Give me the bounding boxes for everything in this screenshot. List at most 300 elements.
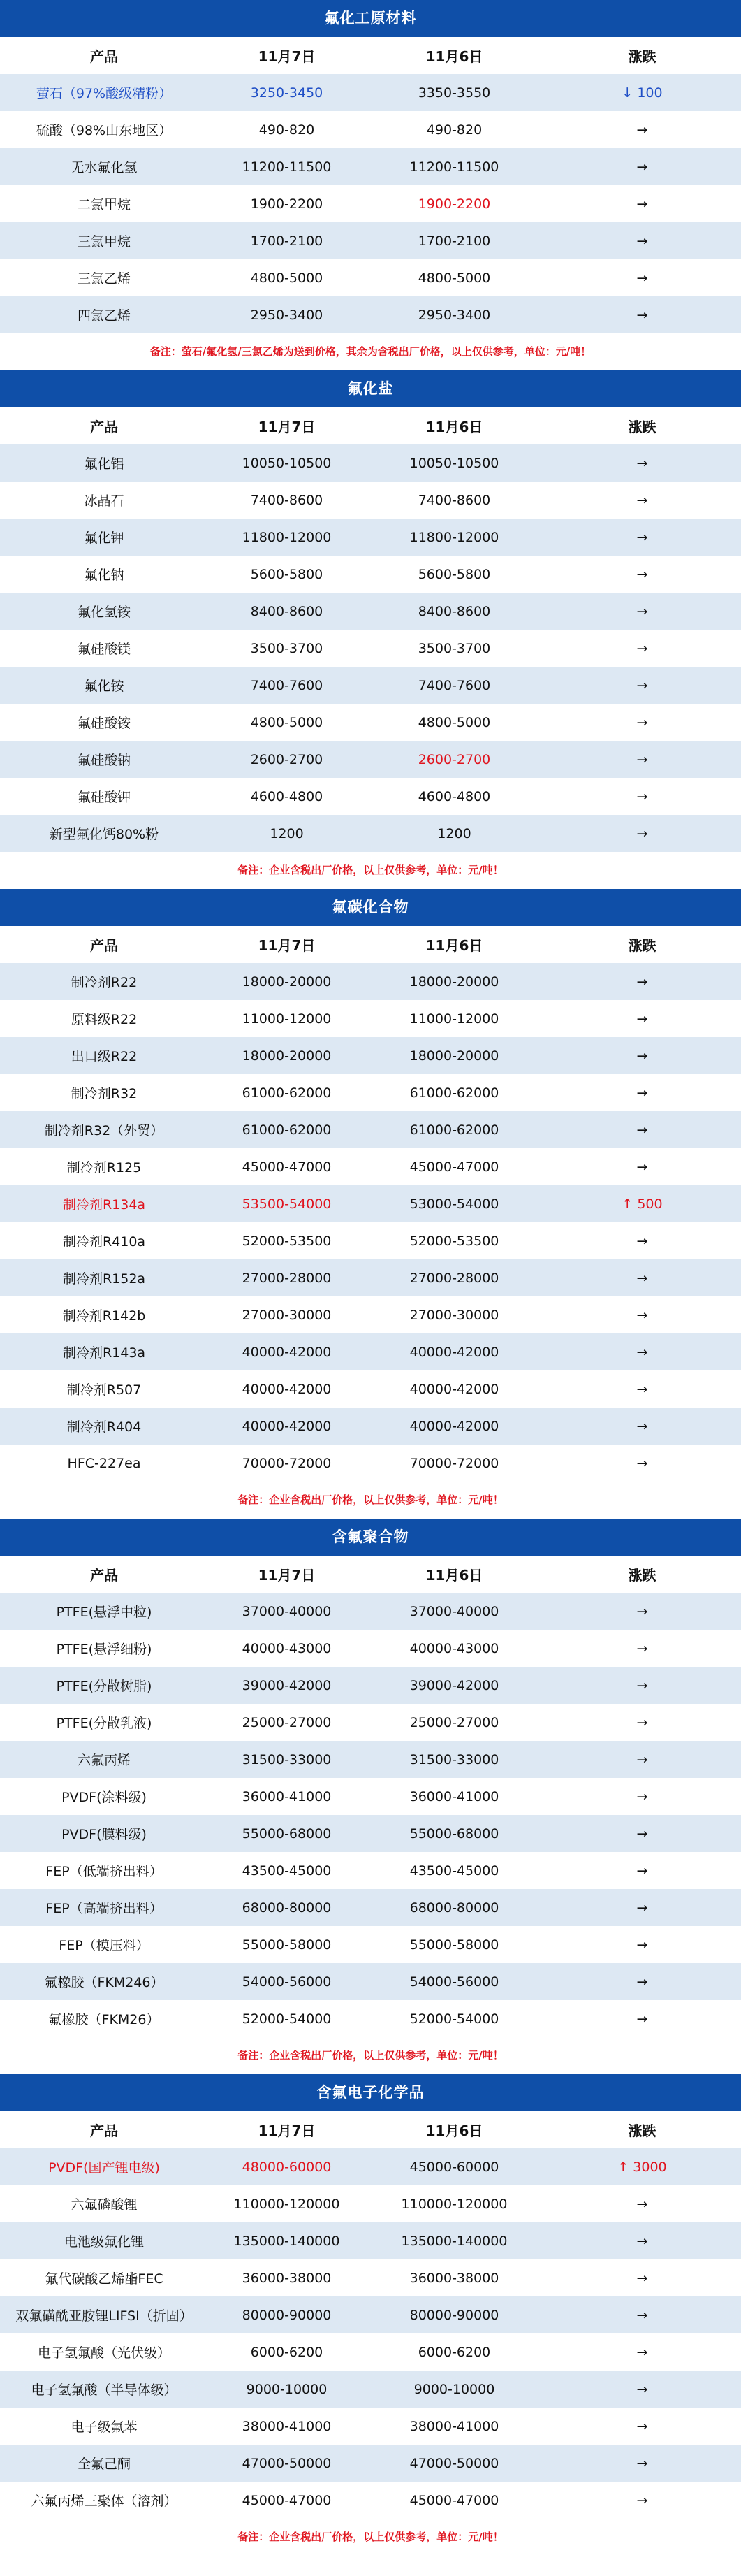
product-name: 新型氟化钙80%粉	[49, 827, 159, 842]
change-value: →	[636, 307, 648, 323]
price-today: 6000-6200	[250, 2344, 323, 2360]
price-today: 38000-41000	[242, 2418, 332, 2434]
product-name: 氟代碳酸乙烯酯FEC	[45, 2271, 163, 2287]
product-name: PTFE(悬浮中粒)	[56, 1605, 152, 1620]
section-note: 备注：企业含税出厂价格，以上仅供参考，单位：元/吨！	[0, 2037, 741, 2074]
price-previous: 36000-38000	[409, 2270, 499, 2286]
price-today: 5600-5800	[250, 566, 323, 582]
price-today: 135000-140000	[233, 2233, 340, 2249]
product-name: 制冷剂R125	[66, 1160, 142, 1175]
change-value: ↑ 500	[622, 1196, 663, 1212]
price-today: 45000-47000	[242, 1159, 332, 1175]
table-header-row	[0, 37, 741, 74]
price-previous: 47000-50000	[409, 2455, 499, 2471]
change-value: ↑ 3000	[617, 2159, 667, 2175]
table-row	[0, 2371, 741, 2408]
table-row	[0, 2222, 741, 2259]
change-value: →	[636, 1640, 648, 1656]
change-value: →	[636, 566, 648, 582]
header-product: 产品	[0, 1556, 208, 1593]
table-row	[0, 296, 741, 333]
price-table	[0, 37, 741, 333]
change-value: →	[636, 2381, 648, 2397]
change-value: →	[636, 122, 648, 138]
section	[0, 2074, 741, 2556]
table-row	[0, 741, 741, 778]
price-previous: 70000-72000	[409, 1455, 499, 1471]
table-row	[0, 1259, 741, 1296]
section-note: 备注：企业含税出厂价格，以上仅供参考，单位：元/吨！	[0, 852, 741, 889]
price-today: 27000-30000	[242, 1307, 332, 1323]
change-value: →	[636, 1862, 648, 1879]
product-name: 电池级氟化锂	[64, 2234, 144, 2250]
price-today: 18000-20000	[242, 974, 332, 990]
table-row	[0, 1296, 741, 1333]
product-name: PVDF(膜料级)	[61, 1827, 147, 1842]
table-row	[0, 111, 741, 148]
change-value: →	[636, 1048, 648, 1064]
product-name: 三氯甲烷	[77, 234, 131, 249]
price-previous: 52000-53500	[409, 1233, 499, 1249]
change-value: →	[636, 1085, 648, 1101]
price-previous: 36000-41000	[409, 1788, 499, 1804]
table-row	[0, 2259, 741, 2296]
table-row	[0, 2185, 741, 2222]
table-row	[0, 1037, 741, 1074]
product-name: 全氟己酮	[77, 2456, 131, 2472]
price-table	[0, 407, 741, 852]
table-row	[0, 1408, 741, 1445]
table-row	[0, 1593, 741, 1630]
price-today: 4600-4800	[250, 788, 323, 804]
price-previous: 61000-62000	[409, 1085, 499, 1101]
price-previous: 4600-4800	[418, 788, 491, 804]
change-value: →	[636, 1011, 648, 1027]
change-value: →	[636, 455, 648, 471]
price-today: 11800-12000	[242, 529, 332, 545]
product-name: 无水氟化氢	[71, 160, 138, 175]
section-title: 氟碳化合物	[0, 889, 741, 926]
price-previous: 40000-42000	[409, 1418, 499, 1434]
change-value: →	[636, 2196, 648, 2212]
section-title: 氟化工原材料	[0, 0, 741, 37]
price-today: 1700-2100	[250, 233, 323, 249]
table-row	[0, 963, 741, 1000]
product-name: 制冷剂R134a	[62, 1197, 146, 1213]
table-row	[0, 1445, 741, 1482]
price-table	[0, 1556, 741, 2037]
change-value: →	[636, 2492, 648, 2508]
price-previous: 43500-45000	[409, 1862, 499, 1879]
product-name: 制冷剂R507	[66, 1382, 142, 1398]
price-previous: 31500-33000	[409, 1751, 499, 1767]
table-row	[0, 444, 741, 482]
price-previous: 1900-2200	[418, 196, 491, 212]
product-name: 三氯乙烯	[77, 271, 131, 287]
price-previous: 38000-41000	[409, 2418, 499, 2434]
table-row	[0, 667, 741, 704]
table-row	[0, 2148, 741, 2185]
product-name: 氟化氢铵	[77, 605, 131, 620]
product-name: 氟硅酸铵	[77, 716, 131, 731]
change-value: →	[636, 1825, 648, 1841]
price-previous: 39000-42000	[409, 1677, 499, 1693]
change-value: →	[636, 1159, 648, 1175]
table-row	[0, 2408, 741, 2445]
table-row	[0, 185, 741, 222]
table-row	[0, 148, 741, 185]
price-previous: 11800-12000	[409, 529, 499, 545]
price-previous: 11000-12000	[409, 1011, 499, 1027]
product-name: PTFE(分散乳液)	[56, 1716, 152, 1731]
change-value: →	[636, 825, 648, 841]
header-date-2: 11月6日	[365, 407, 543, 444]
table-row	[0, 778, 741, 815]
price-previous: 7400-8600	[418, 492, 491, 508]
price-today: 70000-72000	[242, 1455, 332, 1471]
header-date-1: 11月7日	[208, 926, 365, 963]
header-change: 涨跌	[543, 407, 741, 444]
price-previous: 6000-6200	[418, 2344, 491, 2360]
section-note: 备注：企业含税出厂价格，以上仅供参考，单位：元/吨！	[0, 1482, 741, 1519]
price-today: 40000-42000	[242, 1381, 332, 1397]
table-row	[0, 259, 741, 296]
price-previous: 37000-40000	[409, 1603, 499, 1619]
section	[0, 0, 741, 370]
price-today: 40000-42000	[242, 1418, 332, 1434]
price-today: 68000-80000	[242, 1900, 332, 1916]
price-today: 110000-120000	[233, 2196, 340, 2212]
table-row	[0, 1185, 741, 1222]
header-product: 产品	[0, 407, 208, 444]
change-value: →	[636, 974, 648, 990]
change-value: →	[636, 1270, 648, 1286]
price-previous: 110000-120000	[401, 2196, 508, 2212]
product-name: 萤石（97%酸级精粉）	[36, 86, 173, 101]
product-name: 二氯甲烷	[77, 197, 131, 212]
change-value: →	[636, 1974, 648, 1990]
price-previous: 1200	[437, 825, 471, 841]
price-previous: 55000-58000	[409, 1937, 499, 1953]
price-previous: 45000-60000	[409, 2159, 499, 2175]
change-value: →	[636, 1233, 648, 1249]
price-today: 52000-53500	[242, 1233, 332, 1249]
price-previous: 52000-54000	[409, 2011, 499, 2027]
header-change: 涨跌	[543, 37, 741, 74]
table-row	[0, 482, 741, 519]
product-name: HFC-227ea	[67, 1455, 141, 1471]
price-previous: 9000-10000	[413, 2381, 495, 2397]
change-value: →	[636, 751, 648, 767]
product-name: PVDF(国产锂电级)	[48, 2160, 160, 2176]
price-previous: 3350-3550	[418, 85, 491, 101]
change-value: →	[636, 1381, 648, 1397]
table-row	[0, 1889, 741, 1926]
table-row	[0, 1222, 741, 1259]
change-value: →	[636, 1603, 648, 1619]
header-product: 产品	[0, 2111, 208, 2148]
change-value: →	[636, 1751, 648, 1767]
price-previous: 45000-47000	[409, 1159, 499, 1175]
product-name: 冰晶石	[84, 493, 124, 509]
price-today: 80000-90000	[242, 2307, 332, 2323]
change-value: →	[636, 677, 648, 693]
price-today: 4800-5000	[250, 270, 323, 286]
product-name: 氟化铝	[84, 456, 124, 472]
price-today: 3250-3450	[250, 85, 323, 101]
price-previous: 11200-11500	[409, 159, 499, 175]
change-value: →	[636, 196, 648, 212]
price-previous: 53000-54000	[409, 1196, 499, 1212]
price-today: 9000-10000	[246, 2381, 328, 2397]
header-date-2: 11月6日	[365, 2111, 543, 2148]
price-today: 43500-45000	[242, 1862, 332, 1879]
table-row	[0, 1111, 741, 1148]
product-name: 六氟丙烯三聚体（溶剂）	[31, 2494, 177, 2509]
header-date-1: 11月7日	[208, 1556, 365, 1593]
header-change: 涨跌	[543, 1556, 741, 1593]
change-value: →	[636, 270, 648, 286]
product-name: 四氯乙烯	[77, 308, 131, 324]
change-value: →	[636, 1900, 648, 1916]
price-previous: 8400-8600	[418, 603, 491, 619]
change-value: →	[636, 2233, 648, 2249]
product-name: 制冷剂R32（外贸）	[44, 1123, 164, 1138]
product-name: 氟化钾	[84, 530, 124, 546]
price-previous: 40000-43000	[409, 1640, 499, 1656]
product-name: 制冷剂R143a	[62, 1345, 146, 1361]
change-value: →	[636, 1307, 648, 1323]
product-name: PTFE(分散树脂)	[56, 1679, 152, 1694]
table-row	[0, 2000, 741, 2037]
product-name: 电子氢氟酸（光伏级）	[37, 2345, 170, 2361]
table-row	[0, 1963, 741, 2000]
price-previous: 68000-80000	[409, 1900, 499, 1916]
price-today: 54000-56000	[242, 1974, 332, 1990]
change-value: →	[636, 1677, 648, 1693]
product-name: 电子氢氟酸（半导体级）	[31, 2382, 177, 2398]
product-name: 制冷剂R142b	[62, 1308, 146, 1324]
price-today: 27000-28000	[242, 1270, 332, 1286]
price-today: 45000-47000	[242, 2492, 332, 2508]
section-title: 氟化盐	[0, 370, 741, 407]
table-row	[0, 2333, 741, 2371]
product-name: 氟硅酸钠	[77, 753, 131, 768]
table-row	[0, 556, 741, 593]
product-name: 氟硅酸钾	[77, 790, 131, 805]
price-previous: 40000-42000	[409, 1344, 499, 1360]
price-today: 48000-60000	[242, 2159, 332, 2175]
header-date-2: 11月6日	[365, 926, 543, 963]
change-value: →	[636, 603, 648, 619]
product-name: FEP（高端挤出料）	[45, 1901, 163, 1916]
price-today: 36000-41000	[242, 1788, 332, 1804]
product-name: 氟化钠	[84, 567, 124, 583]
section-note: 备注：萤石/氟化氢/三氯乙烯为送到价格，其余为含税出厂价格，以上仅供参考，单位：元/吨！	[0, 333, 741, 370]
product-name: 制冷剂R152a	[62, 1271, 146, 1287]
product-name: 硫酸（98%山东地区）	[36, 123, 173, 138]
section-title: 含氟电子化学品	[0, 2074, 741, 2111]
price-today: 36000-38000	[242, 2270, 332, 2286]
product-name: 氟化铵	[84, 679, 124, 694]
price-previous: 40000-42000	[409, 1381, 499, 1397]
table-header-row	[0, 926, 741, 963]
price-today: 490-820	[258, 122, 315, 138]
price-previous: 27000-28000	[409, 1270, 499, 1286]
price-today: 11200-11500	[242, 159, 332, 175]
price-previous: 7400-7600	[418, 677, 491, 693]
table-row	[0, 593, 741, 630]
product-name: 氟橡胶（FKM26）	[48, 2012, 160, 2027]
product-name: 制冷剂R404	[66, 1419, 142, 1435]
header-product: 产品	[0, 37, 208, 74]
change-value: ↓ 100	[622, 85, 663, 101]
table-row	[0, 630, 741, 667]
price-today: 55000-68000	[242, 1825, 332, 1841]
header-date-1: 11月7日	[208, 407, 365, 444]
price-today: 4800-5000	[250, 714, 323, 730]
table-row	[0, 1630, 741, 1667]
table-row	[0, 1926, 741, 1963]
table-header-row	[0, 407, 741, 444]
table-row	[0, 1333, 741, 1370]
header-date-2: 11月6日	[365, 1556, 543, 1593]
price-today: 2600-2700	[250, 751, 323, 767]
section	[0, 889, 741, 1519]
section	[0, 1519, 741, 2074]
change-value: →	[636, 1788, 648, 1804]
table-row	[0, 74, 741, 111]
price-today: 40000-42000	[242, 1344, 332, 1360]
price-previous: 4800-5000	[418, 714, 491, 730]
price-previous: 18000-20000	[409, 974, 499, 990]
section-note: 备注：企业含税出厂价格，以上仅供参考，单位：元/吨！	[0, 2519, 741, 2556]
header-change: 涨跌	[543, 2111, 741, 2148]
table-row	[0, 1852, 741, 1889]
change-value: →	[636, 492, 648, 508]
price-previous: 4800-5000	[418, 270, 491, 286]
price-today: 1200	[270, 825, 304, 841]
price-previous: 135000-140000	[401, 2233, 508, 2249]
price-today: 2950-3400	[250, 307, 323, 323]
price-today: 3500-3700	[250, 640, 323, 656]
table-row	[0, 1704, 741, 1741]
change-value: →	[636, 2270, 648, 2286]
change-value: →	[636, 2418, 648, 2434]
product-name: 制冷剂R32	[71, 1086, 138, 1101]
section-title: 含氟聚合物	[0, 1519, 741, 1556]
price-today: 37000-40000	[242, 1603, 332, 1619]
product-name: 出口级R22	[71, 1049, 138, 1064]
product-name: 制冷剂R22	[71, 975, 138, 990]
price-previous: 25000-27000	[409, 1714, 499, 1730]
header-product: 产品	[0, 926, 208, 963]
table-row	[0, 815, 741, 852]
table-row	[0, 1370, 741, 1408]
price-today: 53500-54000	[242, 1196, 332, 1212]
change-value: →	[636, 1418, 648, 1434]
table-row	[0, 2445, 741, 2482]
change-value: →	[636, 2307, 648, 2323]
product-name: 电子级氟苯	[71, 2419, 138, 2435]
table-row	[0, 519, 741, 556]
price-previous: 18000-20000	[409, 1048, 499, 1064]
change-value: →	[636, 1937, 648, 1953]
price-previous: 5600-5800	[418, 566, 491, 582]
table-row	[0, 222, 741, 259]
table-row	[0, 704, 741, 741]
table-row	[0, 2296, 741, 2333]
table-row	[0, 1000, 741, 1037]
change-value: →	[636, 1455, 648, 1471]
product-name: PVDF(涂料级)	[61, 1790, 147, 1805]
product-name: FEP（模压料）	[59, 1938, 149, 1953]
header-date-2: 11月6日	[365, 37, 543, 74]
price-previous: 45000-47000	[409, 2492, 499, 2508]
price-previous: 54000-56000	[409, 1974, 499, 1990]
product-name: 氟橡胶（FKM246）	[44, 1975, 164, 1990]
price-today: 25000-27000	[242, 1714, 332, 1730]
change-value: →	[636, 1714, 648, 1730]
product-name: PTFE(悬浮细粉)	[56, 1642, 152, 1657]
product-name: 氟硅酸镁	[77, 642, 131, 657]
change-value: →	[636, 1122, 648, 1138]
table-row	[0, 1667, 741, 1704]
price-today: 40000-43000	[242, 1640, 332, 1656]
price-previous: 1700-2100	[418, 233, 491, 249]
table-row	[0, 1741, 741, 1778]
price-today: 61000-62000	[242, 1085, 332, 1101]
price-table	[0, 926, 741, 1482]
price-today: 8400-8600	[250, 603, 323, 619]
table-header-row	[0, 2111, 741, 2148]
price-today: 10050-10500	[242, 455, 332, 471]
price-today: 55000-58000	[242, 1937, 332, 1953]
price-today: 7400-8600	[250, 492, 323, 508]
product-name: FEP（低端挤出料）	[45, 1864, 163, 1879]
price-today: 31500-33000	[242, 1751, 332, 1767]
change-value: →	[636, 2011, 648, 2027]
table-header-row	[0, 1556, 741, 1593]
table-row	[0, 2482, 741, 2519]
price-today: 61000-62000	[242, 1122, 332, 1138]
product-name: 制冷剂R410a	[62, 1234, 146, 1250]
header-date-1: 11月7日	[208, 2111, 365, 2148]
product-name: 六氟磷酸锂	[71, 2197, 138, 2213]
price-previous: 55000-68000	[409, 1825, 499, 1841]
price-previous: 61000-62000	[409, 1122, 499, 1138]
section	[0, 370, 741, 889]
price-previous: 10050-10500	[409, 455, 499, 471]
change-value: →	[636, 2455, 648, 2471]
change-value: →	[636, 788, 648, 804]
header-change: 涨跌	[543, 926, 741, 963]
price-previous: 2950-3400	[418, 307, 491, 323]
product-name: 六氟丙烯	[77, 1753, 131, 1768]
price-today: 11000-12000	[242, 1011, 332, 1027]
change-value: →	[636, 233, 648, 249]
table-row	[0, 1815, 741, 1852]
change-value: →	[636, 640, 648, 656]
product-name: 原料级R22	[71, 1012, 138, 1027]
header-date-1: 11月7日	[208, 37, 365, 74]
product-name: 双氟磺酰亚胺锂LIFSI（折固）	[15, 2308, 193, 2324]
table-row	[0, 1074, 741, 1111]
price-previous: 2600-2700	[418, 751, 491, 767]
price-previous: 80000-90000	[409, 2307, 499, 2323]
price-today: 18000-20000	[242, 1048, 332, 1064]
price-previous: 3500-3700	[418, 640, 491, 656]
